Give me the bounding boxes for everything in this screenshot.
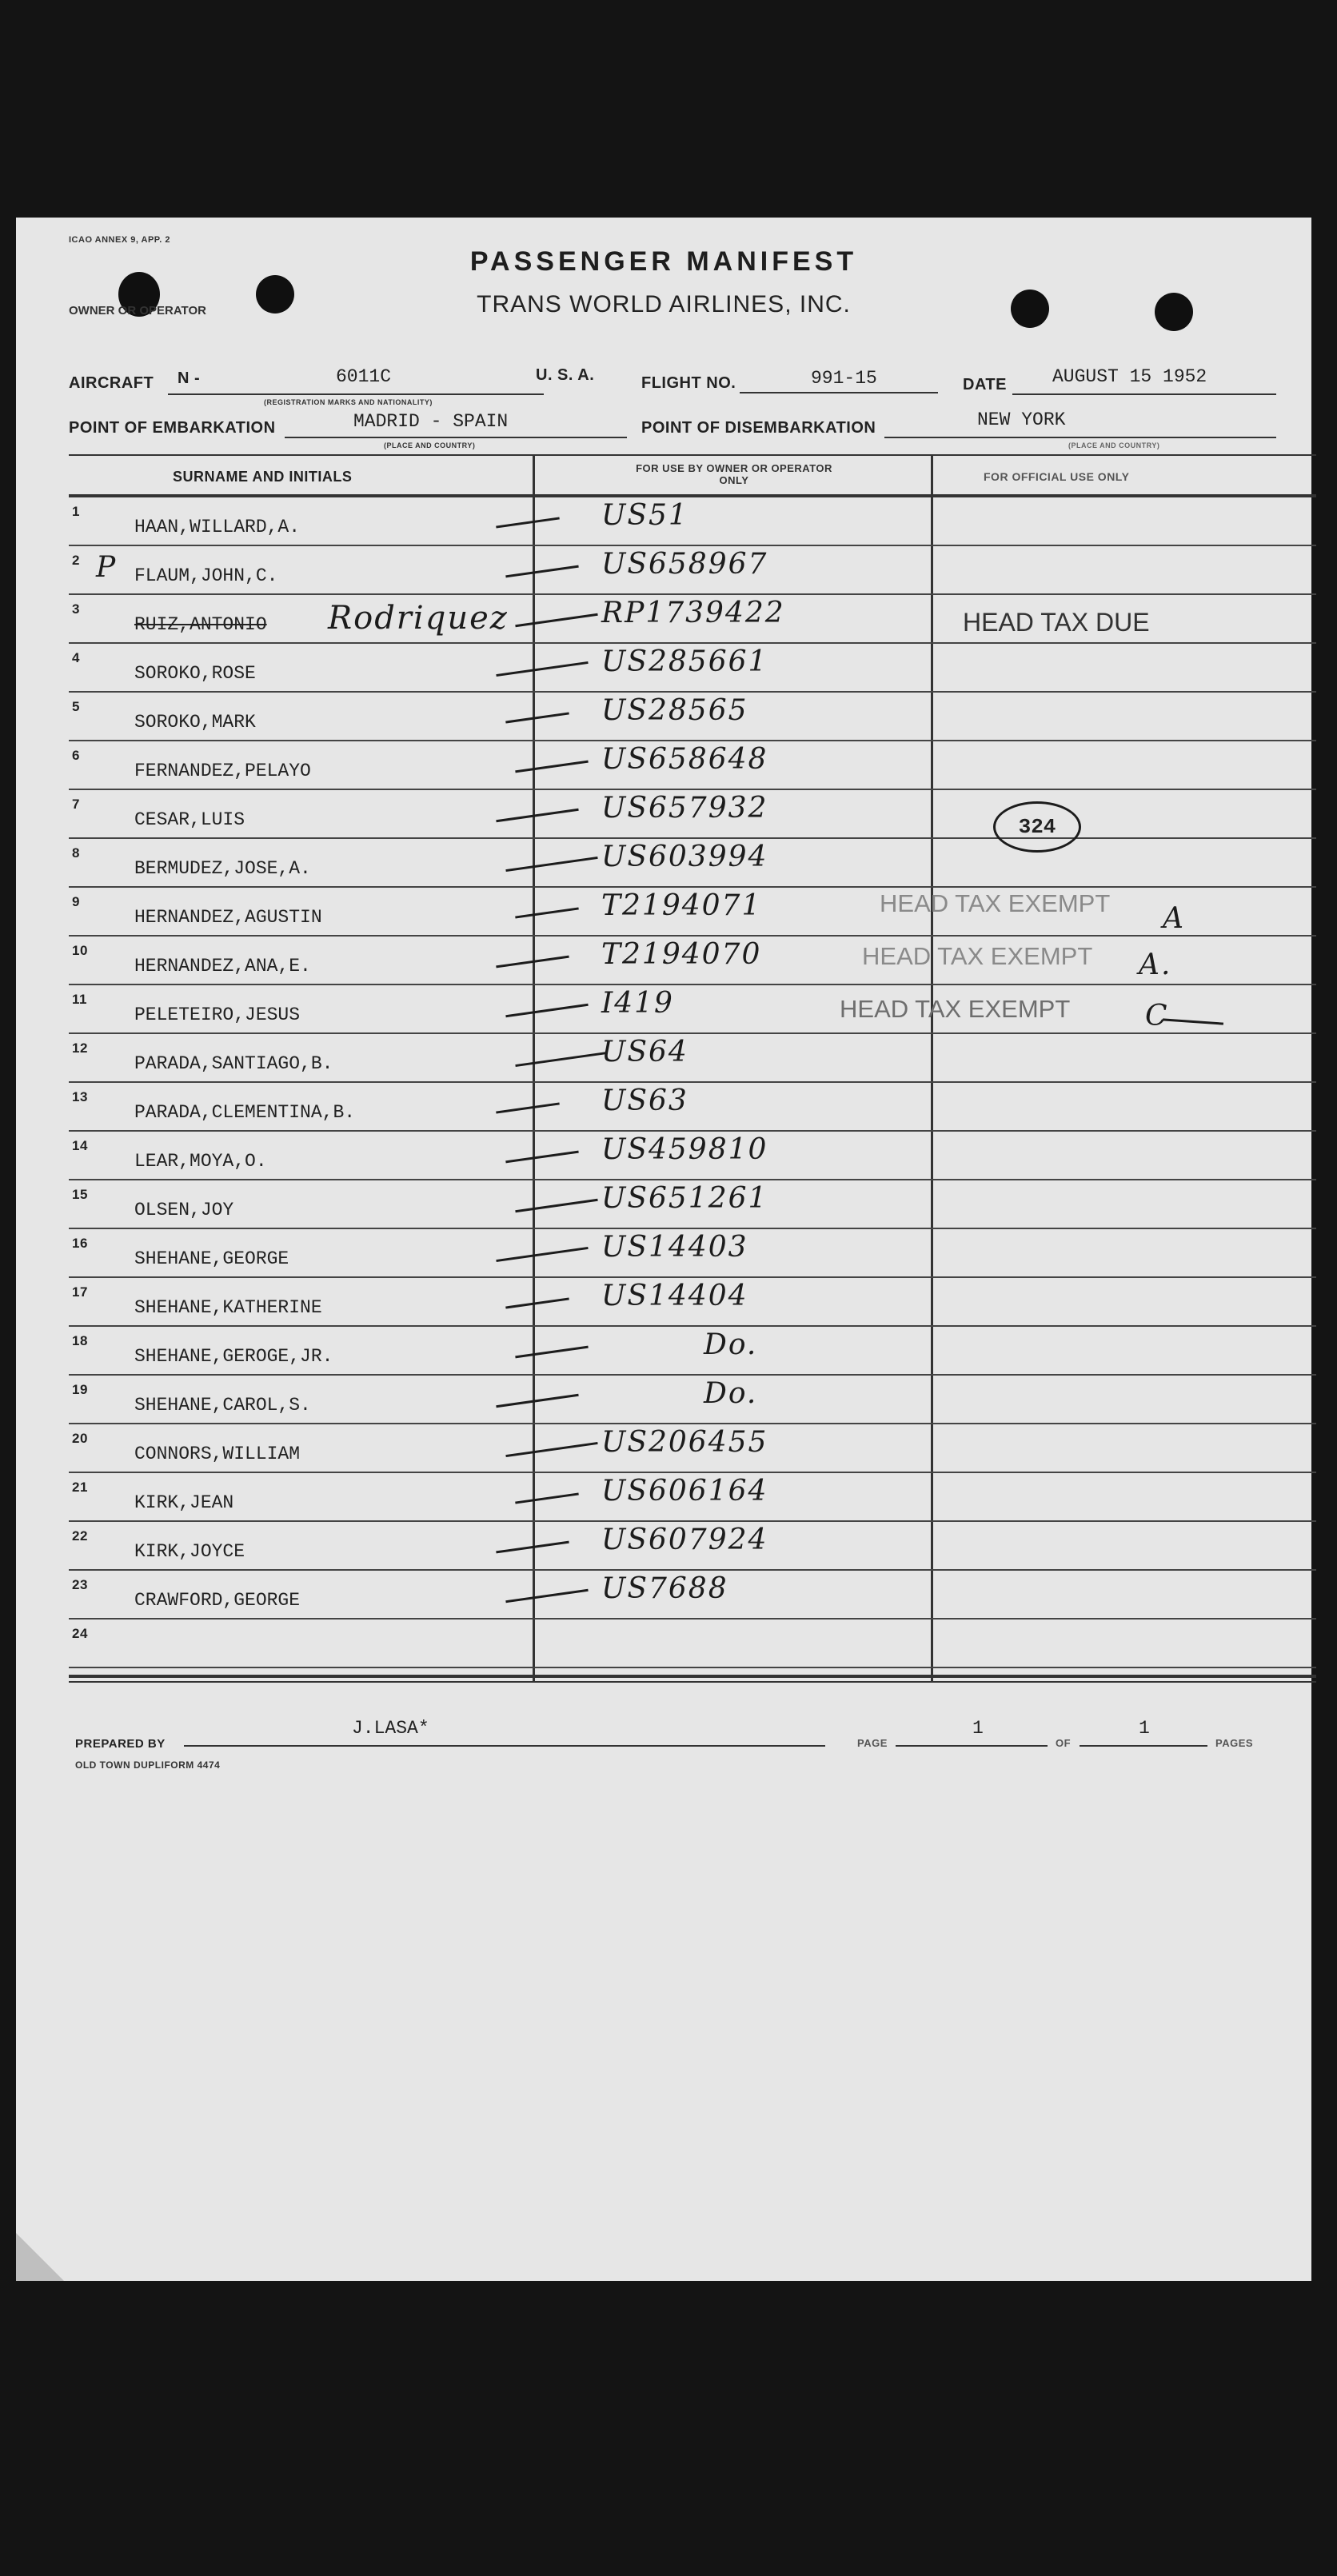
of-value: 1 xyxy=(1139,1718,1150,1739)
row-handwritten-name: P xyxy=(96,551,118,584)
form-number: OLD TOWN DUPLIFORM 4474 xyxy=(75,1759,221,1771)
row-tick-mark xyxy=(505,565,579,578)
prepared-by-value: J.LASA* xyxy=(352,1718,429,1739)
row-document-number: US206455 xyxy=(601,1426,768,1459)
head-tax-due-stamp: HEAD TAX DUE xyxy=(963,608,1150,637)
row-document-number: US459810 xyxy=(601,1133,768,1166)
row-passenger-name: BERMUDEZ,JOSE,A. xyxy=(134,858,311,879)
row-passenger-name: RUIZ,ANTONIO xyxy=(134,614,267,635)
airline-name: TRANS WORLD AIRLINES, INC. xyxy=(477,291,851,318)
manifest-sheet xyxy=(16,218,1311,2281)
table-row xyxy=(16,790,1311,839)
row-tick-mark xyxy=(505,1297,569,1308)
row-document-number: Do. xyxy=(704,1328,758,1361)
row-document-number: T2194070 xyxy=(601,938,762,971)
row-document-number: US28565 xyxy=(601,694,748,727)
row-number: 1 xyxy=(72,504,80,519)
row-document-number: US657932 xyxy=(601,792,768,825)
head-tax-exempt-stamp: HEAD TAX EXEMPT xyxy=(840,995,1071,1023)
row-number: 16 xyxy=(72,1236,88,1251)
nationality: U. S. A. xyxy=(536,366,595,384)
row-tick-mark xyxy=(505,857,597,872)
row-number: 10 xyxy=(72,943,88,958)
flight-label: FLIGHT NO. xyxy=(641,374,736,392)
row-tick-mark xyxy=(496,1394,578,1408)
row-tick-mark xyxy=(505,1442,597,1457)
row-tick-mark xyxy=(515,907,579,918)
row-passenger-name: FLAUM,JOHN,C. xyxy=(134,565,278,586)
table-row xyxy=(16,1180,1311,1229)
row-number: 8 xyxy=(72,845,80,861)
row-document-number: US658648 xyxy=(601,743,768,776)
row-passenger-name: SOROKO,ROSE xyxy=(134,663,256,684)
table-row xyxy=(16,1083,1311,1132)
row-document-number: US651261 xyxy=(601,1182,768,1215)
flight-number: 991-15 xyxy=(811,368,877,389)
row-document-number: US14403 xyxy=(601,1231,748,1264)
row-passenger-name: HERNANDEZ,ANA,E. xyxy=(134,956,311,976)
aircraft-prefix: N - xyxy=(178,369,201,387)
row-tick-mark xyxy=(496,1541,569,1554)
row-passenger-name: CONNORS,WILLIAM xyxy=(134,1444,301,1464)
row-tick-mark xyxy=(496,956,569,968)
col-surname: SURNAME AND INITIALS xyxy=(173,469,353,485)
annex-reference: ICAO ANNEX 9, APP. 2 xyxy=(69,235,170,245)
row-tick-mark xyxy=(496,517,560,528)
table-row xyxy=(16,644,1311,693)
row-tick-mark xyxy=(505,1589,588,1603)
table-row xyxy=(16,1034,1311,1083)
row-tick-mark xyxy=(515,1052,607,1067)
row-number: 14 xyxy=(72,1138,88,1153)
row-passenger-name: OLSEN,JOY xyxy=(134,1200,234,1220)
table-row xyxy=(16,497,1311,546)
circled-number-value: 324 xyxy=(1018,815,1056,839)
row-number: 2 xyxy=(72,553,80,568)
table-row xyxy=(16,1278,1311,1327)
row-number: 4 xyxy=(72,650,80,665)
row-number: 12 xyxy=(72,1040,88,1056)
row-document-number: RP1739422 xyxy=(601,597,785,629)
row-tick-mark xyxy=(515,761,589,773)
row-number: 3 xyxy=(72,601,80,617)
row-number: 13 xyxy=(72,1089,88,1104)
table-row xyxy=(16,1473,1311,1522)
col-official-use: FOR OFFICIAL USE ONLY xyxy=(984,470,1130,483)
table-row xyxy=(16,1619,1311,1668)
form-title: PASSENGER MANIFEST xyxy=(469,246,858,277)
row-document-number: US285661 xyxy=(601,645,768,678)
row-tick-mark xyxy=(496,1247,588,1262)
row-document-number: US603994 xyxy=(601,841,768,873)
row-number: 9 xyxy=(72,894,80,909)
embarkation-label: POINT OF EMBARKATION xyxy=(69,419,276,437)
row-document-number: US51 xyxy=(601,499,688,532)
embarkation-value: MADRID - SPAIN xyxy=(353,411,509,432)
table-row xyxy=(16,741,1311,790)
head-tax-exempt-stamp: HEAD TAX EXEMPT xyxy=(880,889,1111,917)
of-label: OF xyxy=(1056,1737,1072,1749)
row-tick-mark xyxy=(515,1492,579,1504)
row-number: 6 xyxy=(72,748,80,763)
table-row xyxy=(16,546,1311,595)
row-document-number: I419 xyxy=(601,987,674,1020)
row-passenger-name: LEAR,MOYA,O. xyxy=(134,1151,267,1172)
row-tick-mark xyxy=(505,1151,579,1164)
row-document-number: US607924 xyxy=(601,1524,768,1556)
table-row xyxy=(16,937,1311,985)
row-document-number: US606164 xyxy=(601,1475,768,1508)
table-row xyxy=(16,1376,1311,1424)
row-number: 18 xyxy=(72,1333,88,1348)
aircraft-label: AIRCRAFT xyxy=(69,374,154,392)
row-tick-mark xyxy=(515,1346,589,1359)
row-passenger-name: SOROKO,MARK xyxy=(134,712,256,733)
row-tick-mark xyxy=(515,613,597,627)
head-tax-exempt-stamp: HEAD TAX EXEMPT xyxy=(862,942,1093,970)
handwritten-mark-a: A. xyxy=(1139,949,1172,981)
owner-label: OWNER OR OPERATOR xyxy=(69,304,206,318)
row-tick-mark xyxy=(505,712,569,723)
disembarkation-label: POINT OF DISEMBARKATION xyxy=(641,419,876,437)
flight-date: AUGUST 15 1952 xyxy=(1052,366,1207,387)
page-label: PAGE xyxy=(857,1737,888,1749)
row-document-number: US14404 xyxy=(601,1280,748,1312)
row-number: 24 xyxy=(72,1626,88,1641)
row-passenger-name: FERNANDEZ,PELAYO xyxy=(134,761,311,781)
row-passenger-name: SHEHANE,KATHERINE xyxy=(134,1297,322,1318)
table-row xyxy=(16,985,1311,1034)
row-document-number: US658967 xyxy=(601,548,768,581)
row-tick-mark xyxy=(515,1199,597,1212)
row-passenger-name: PELETEIRO,JESUS xyxy=(134,1004,301,1025)
table-row xyxy=(16,1327,1311,1376)
row-number: 15 xyxy=(72,1187,88,1202)
prepared-by-label: PREPARED BY xyxy=(75,1737,166,1751)
row-passenger-name: SHEHANE,GEROGE,JR. xyxy=(134,1346,333,1367)
row-tick-mark xyxy=(505,1004,588,1017)
handwritten-mark-a: A xyxy=(1163,902,1185,935)
row-passenger-name: HAAN,WILLARD,A. xyxy=(134,517,301,537)
table-row xyxy=(16,693,1311,741)
table-row xyxy=(16,1522,1311,1571)
row-tick-mark xyxy=(496,661,588,677)
row-document-number: US64 xyxy=(601,1036,688,1068)
row-passenger-name: KIRK,JOYCE xyxy=(134,1541,245,1562)
row-document-number: T2194071 xyxy=(601,889,762,922)
disembark-caption: (PLACE AND COUNTRY) xyxy=(1068,441,1160,449)
table-row xyxy=(16,888,1311,937)
pages-label: PAGES xyxy=(1215,1737,1254,1749)
row-document-number: Do. xyxy=(704,1377,758,1410)
row-number: 5 xyxy=(72,699,80,714)
row-tick-mark xyxy=(496,809,578,822)
row-passenger-name: HERNANDEZ,AGUSTIN xyxy=(134,907,322,928)
row-passenger-name: PARADA,CLEMENTINA,B. xyxy=(134,1102,356,1123)
table-row xyxy=(16,1132,1311,1180)
table-row xyxy=(16,839,1311,888)
disembarkation-value: NEW YORK xyxy=(977,409,1066,430)
row-handwritten-name: Rodriquez xyxy=(328,600,509,637)
row-tick-mark xyxy=(496,1102,560,1113)
row-number: 11 xyxy=(72,992,87,1007)
row-passenger-name: SHEHANE,GEORGE xyxy=(134,1248,289,1269)
table-row xyxy=(16,1229,1311,1278)
row-number: 23 xyxy=(72,1577,88,1592)
folded-corner xyxy=(16,2233,64,2281)
row-number: 21 xyxy=(72,1480,88,1495)
row-number: 20 xyxy=(72,1431,88,1446)
registration-caption: (REGISTRATION MARKS AND NATIONALITY) xyxy=(264,398,433,406)
row-passenger-name: KIRK,JEAN xyxy=(134,1492,234,1513)
col-owner-use: FOR USE BY OWNER OR OPERATOR ONLY xyxy=(636,462,832,486)
handwritten-mark-c: C xyxy=(1145,1000,1169,1032)
row-passenger-name: CRAWFORD,GEORGE xyxy=(134,1590,301,1611)
row-number: 19 xyxy=(72,1382,88,1397)
aircraft-number: 6011C xyxy=(336,366,392,387)
row-document-number: US63 xyxy=(601,1084,688,1117)
row-document-number: US7688 xyxy=(601,1572,728,1605)
row-number: 17 xyxy=(72,1284,88,1300)
circled-number xyxy=(993,801,1081,853)
row-passenger-name: PARADA,SANTIAGO,B. xyxy=(134,1053,333,1074)
table-row xyxy=(16,1424,1311,1473)
page-value: 1 xyxy=(972,1718,984,1739)
place-caption: (PLACE AND COUNTRY) xyxy=(384,441,476,449)
row-passenger-name: SHEHANE,CAROL,S. xyxy=(134,1395,311,1416)
row-passenger-name: CESAR,LUIS xyxy=(134,809,245,830)
date-label: DATE xyxy=(963,376,1007,393)
table-row xyxy=(16,1571,1311,1619)
row-number: 7 xyxy=(72,797,80,812)
row-number: 22 xyxy=(72,1528,88,1544)
